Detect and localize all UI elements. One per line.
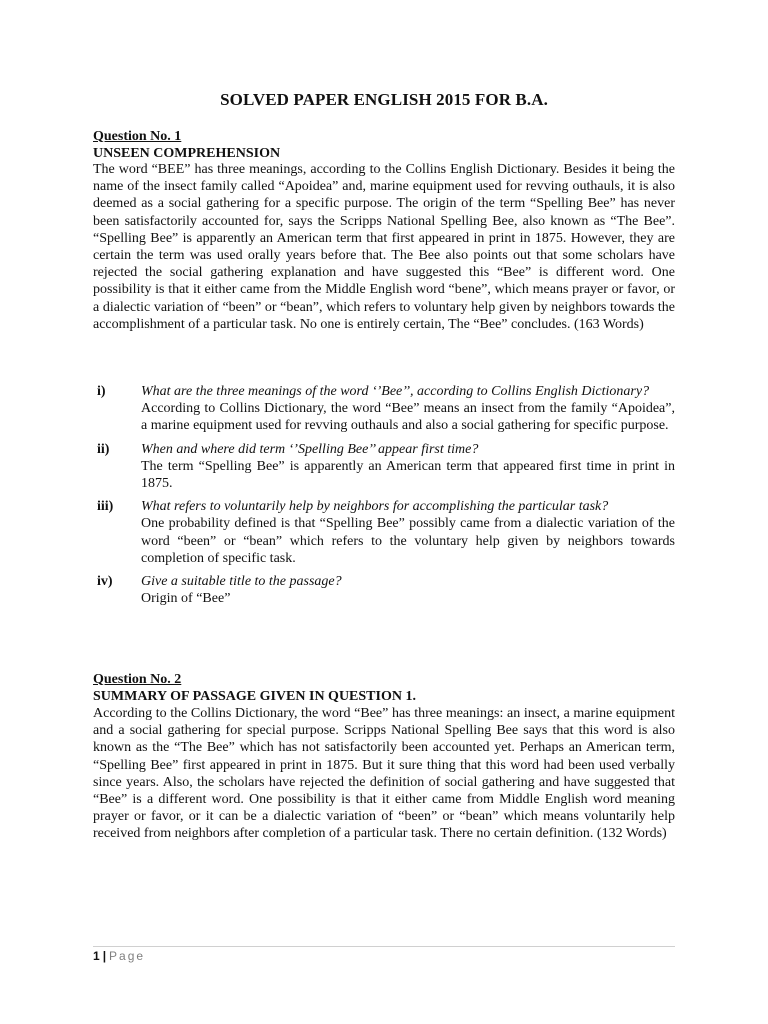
comprehension-passage: The word “BEE” has three meanings, according to the Collins English Dictionary. Besides it being the name of the insect family called “Apoidea” and, marine equipment used for revving outhauls, it is also deemed as a social gathering for a specific purpose. The origin of the term “Spelling Bee” has never been satisfactorily accounted for, says the Scripps National Spelling Bee, also known as “The Bee”. “Spelling Bee” is apparently an American term that first appeared in print in 1875. However, they are certain the term was used orally years before that. The Bee also points out that some scholars have rejected the social gathering explanation and have suggested this “Bee” is different word. One possibility is that it either came from the Middle English word “bene”, which means prayer or favor, or a dialectic variation of “been” or “bean”, which refers to voluntary help given by neighbors towards the accomplishment of a particular task. No one is entirely certain, The “Bee” concludes. (163 Words) (93, 162, 675, 332)
question-2-subheading: SUMMARY OF PASSAGE GIVEN IN QUESTION 1. (93, 689, 416, 704)
qa-item (93, 498, 675, 567)
qa-question: What are the three meanings of the word ‘’Bee’’, according to Collins English Dictionary? (141, 384, 650, 399)
qa-number: i) (97, 384, 106, 399)
footer-separator: | (102, 949, 107, 963)
question-1-header (93, 128, 280, 162)
qa-number: iii) (97, 499, 114, 515)
qa-question: When and where did term ‘’Spelling Bee’’ appear first time? (141, 441, 479, 457)
qa-body (141, 498, 675, 567)
qa-number: ii) (97, 441, 110, 457)
qa-answer: The term “Spelling Bee” is apparently an American term that appeared first time in print in 1875. (141, 458, 675, 492)
question-answer-list (93, 383, 675, 613)
qa-body (141, 441, 675, 493)
summary-passage: According to the Collins Dictionary, the word “Bee” has three meanings: an insect, a marine equipment and a social gathering for special purpose. Scripps National Spelling Bee says that this word is also known as the “The Bee” which has not satisfactorily been accounted yet. Perhaps an American term, “Spelling Bee” first appeared in print in 1875. But it sure thing that this word had been used verbally since years. Also, the scholars have rejected the definition of social gathering and have suggested that “Bee” is a different word. One possibility is that it either came from Middle English word meaning prayer or favor, or it can be a dialectic variation of “been” or “bean” which means voluntarily help received from neighbors after completion of a particular task. There no certain definition. (132 Words) (93, 706, 675, 842)
page-label: Page (109, 949, 146, 963)
question-1-label: Question No. 1 (93, 129, 182, 144)
question-2-label: Question No. 2 (93, 672, 182, 687)
qa-item (93, 441, 675, 493)
page-title: SOLVED PAPER ENGLISH 2015 FOR B.A. (220, 90, 548, 109)
question-2-header (93, 671, 416, 705)
qa-answer: One probability defined is that “Spelling Bee” possibly came from a dialectic variation of the word “been” or “bean” which refers to the voluntary help given by neighbors towards completion of specific task. (141, 516, 675, 566)
page-footer (93, 946, 675, 963)
qa-question: Give a suitable title to the passage? (141, 574, 342, 590)
qa-answer: According to Collins Dictionary, the word “Bee” means an insect from the family “Apoidea”, a marine equipment used for revving outhauls and also a social gathering for specific purpose. (141, 401, 675, 434)
page-number: 1 (93, 949, 100, 963)
qa-item (93, 573, 675, 607)
qa-question: What refers to voluntarily help by neighbors for accomplishing the particular task? (141, 499, 609, 515)
qa-body (141, 573, 675, 607)
qa-number: iv) (97, 574, 113, 590)
qa-body (141, 383, 675, 435)
qa-answer: Origin of “Bee” (141, 591, 231, 607)
qa-item (93, 383, 675, 435)
question-1-subheading: UNSEEN COMPREHENSION (93, 146, 281, 161)
